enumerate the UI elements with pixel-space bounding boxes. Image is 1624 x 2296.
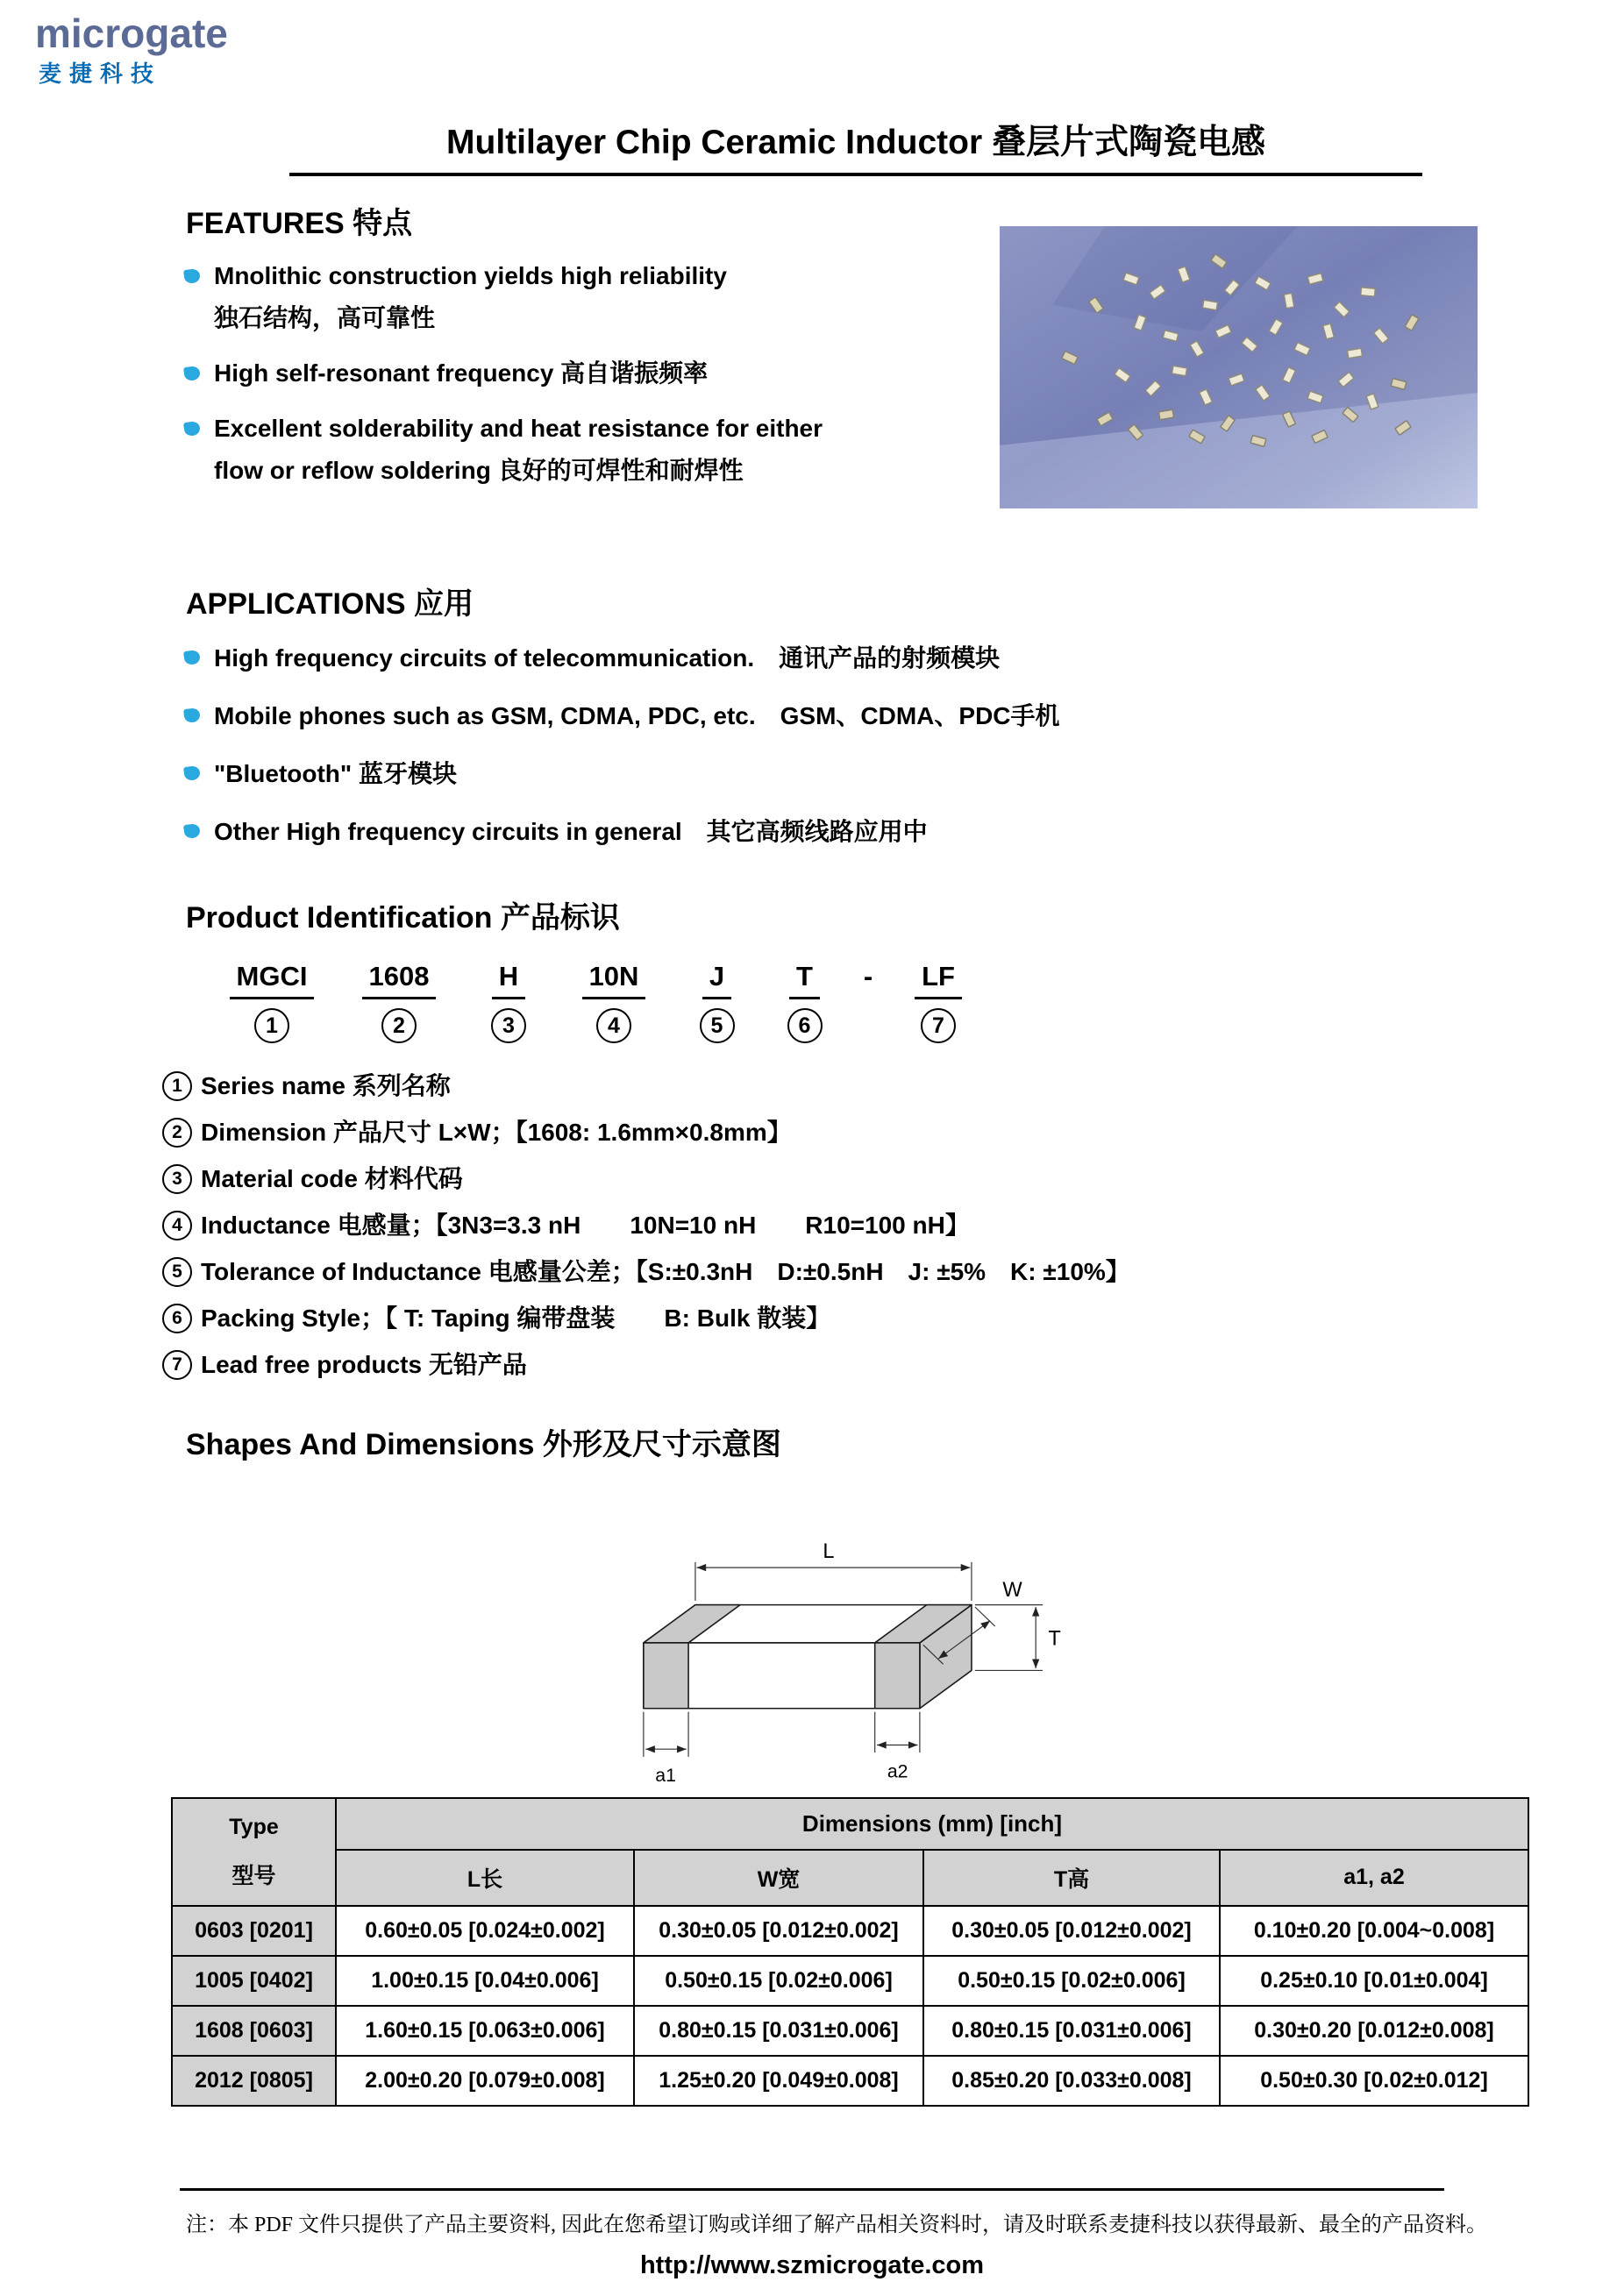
page-title: Multilayer Chip Ceramic Inductor 叠层片式陶瓷电感 xyxy=(289,115,1422,176)
code-index-badge: 5 xyxy=(700,1008,735,1043)
cell-a1a2: 0.50±0.30 [0.02±0.012] xyxy=(1220,2056,1528,2106)
legend-item xyxy=(162,1114,1624,1151)
product-identification-heading: Product Identification 产品标识 xyxy=(186,901,620,935)
table-row xyxy=(172,2056,1528,2106)
legend-item xyxy=(162,1207,1624,1244)
code-segment: T xyxy=(789,961,820,999)
legend-item xyxy=(162,1161,1624,1198)
bullet-icon xyxy=(183,707,201,723)
dimension-diagram xyxy=(526,1474,1079,1791)
application-item-text: Other High frequency circuits in general 其它高频线路应用中 xyxy=(214,818,928,846)
legend-item-text: Material code 材料代码 xyxy=(201,1165,463,1193)
footer-divider xyxy=(180,2188,1444,2191)
col-header-type-cn: 型号 xyxy=(231,1864,276,1889)
diagram-label-w: W xyxy=(1002,1579,1022,1603)
bullet-icon xyxy=(183,366,201,381)
footer-url-link[interactable]: http://www.szmicrogate.com xyxy=(639,2251,985,2279)
cell-l: 0.60±0.05 [0.024±0.002] xyxy=(336,1906,634,1956)
cell-l: 2.00±0.20 [0.079±0.008] xyxy=(336,2056,634,2106)
cell-t: 0.30±0.05 [0.012±0.002] xyxy=(923,1906,1220,1956)
logo-brand-text: microgate xyxy=(35,11,228,56)
cell-type: 1005 [0402] xyxy=(172,1956,336,2006)
legend-item-text: Lead free products 无铅产品 xyxy=(201,1351,527,1379)
cell-w: 0.80±0.15 [0.031±0.006] xyxy=(634,2006,923,2056)
legend-index-badge: 3 xyxy=(162,1164,192,1194)
feature-item-line2: 独石结构，高可靠性 xyxy=(214,304,436,332)
product-code-legend xyxy=(0,1068,1624,1383)
code-segment: 1608 xyxy=(362,961,437,999)
code-index-badge: 2 xyxy=(381,1008,417,1043)
cell-a1a2: 0.30±0.20 [0.012±0.008] xyxy=(1220,2006,1528,2056)
legend-item-text: Dimension 产品尺寸 L×W；【1608: 1.6mm×0.8mm】 xyxy=(201,1119,792,1147)
legend-item xyxy=(162,1068,1624,1105)
cell-w: 1.25±0.20 [0.049±0.008] xyxy=(634,2056,923,2106)
cell-t: 0.85±0.20 [0.033±0.008] xyxy=(923,2056,1220,2106)
code-index-badge: 7 xyxy=(921,1008,956,1043)
cell-w: 0.30±0.05 [0.012±0.002] xyxy=(634,1906,923,1956)
legend-item xyxy=(162,1254,1624,1290)
cell-w: 0.50±0.15 [0.02±0.006] xyxy=(634,1956,923,2006)
logo-brand-cn-text: 麦捷科技 xyxy=(39,60,162,88)
cell-t: 0.50±0.15 [0.02±0.006] xyxy=(923,1956,1220,2006)
table-row xyxy=(172,2006,1528,2056)
code-col-dash xyxy=(846,961,890,997)
table-row xyxy=(172,1906,1528,1956)
legend-index-badge: 1 xyxy=(162,1071,192,1101)
diagram-label-a2: a2 xyxy=(887,1760,908,1782)
bullet-icon xyxy=(183,650,201,665)
product-photo xyxy=(1000,226,1478,508)
application-item xyxy=(0,752,1624,796)
features-heading: FEATURES 特点 xyxy=(186,207,413,241)
legend-item-text: Series name 系列名称 xyxy=(201,1072,451,1100)
code-col-tolerance xyxy=(671,961,763,1043)
col-header-type xyxy=(172,1798,336,1906)
legend-item-text: Inductance 电感量；【3N3=3.3 nH 10N=10 nH R10=100 nH】 xyxy=(201,1212,970,1240)
code-segment: 10N xyxy=(582,961,646,999)
legend-index-badge: 2 xyxy=(162,1118,192,1148)
legend-item-text: Tolerance of Inductance 电感量公差；【S:±0.3nH D:±0.5nH J: ±5% K: ±10%】 xyxy=(201,1258,1130,1286)
table-row xyxy=(172,1956,1528,2006)
feature-item-line1: Excellent solderability and heat resistance for either xyxy=(214,415,823,443)
col-header-l: L长 xyxy=(336,1850,634,1906)
col-header-dimensions-group: Dimensions (mm) [inch] xyxy=(336,1798,1528,1850)
code-segment: H xyxy=(492,961,525,999)
cell-l: 1.00±0.15 [0.04±0.006] xyxy=(336,1956,634,2006)
bullet-icon xyxy=(183,823,201,839)
cell-type: 1608 [0603] xyxy=(172,2006,336,2056)
col-header-type-en: Type xyxy=(229,1815,279,1840)
diagram-label-a1: a1 xyxy=(655,1765,676,1787)
cell-l: 1.60±0.15 [0.063±0.006] xyxy=(336,2006,634,2056)
feature-item-line2: flow or reflow soldering 良好的可焊性和耐焊性 xyxy=(214,457,744,485)
bullet-icon xyxy=(183,268,201,284)
diagram-label-t: T xyxy=(1048,1627,1061,1651)
feature-item-line1: Mnolithic construction yields high reliability xyxy=(214,262,727,290)
code-index-badge: 6 xyxy=(787,1008,823,1043)
col-header-t: T高 xyxy=(923,1850,1220,1906)
cell-a1a2: 0.25±0.10 [0.01±0.004] xyxy=(1220,1956,1528,2006)
application-item xyxy=(0,694,1624,738)
code-col-series xyxy=(206,961,338,1043)
code-segment: J xyxy=(702,961,731,999)
bullet-icon xyxy=(183,765,201,781)
code-segment: MGCI xyxy=(230,961,315,999)
code-col-leadfree xyxy=(890,961,987,1043)
code-segment: LF xyxy=(915,961,962,999)
feature-item-line1: High self-resonant frequency 高自谐振频率 xyxy=(214,359,709,387)
legend-item xyxy=(162,1347,1624,1383)
cell-type: 0603 [0201] xyxy=(172,1906,336,1956)
product-identification-section xyxy=(0,893,1624,1383)
application-item-text: "Bluetooth" 蓝牙模块 xyxy=(214,760,457,788)
code-dash: - xyxy=(863,961,873,992)
product-code-row xyxy=(0,961,1624,1043)
code-col-inductance xyxy=(557,961,671,1043)
application-item xyxy=(0,636,1624,680)
cell-a1a2: 0.10±0.20 [0.004~0.008] xyxy=(1220,1906,1528,1956)
legend-index-badge: 7 xyxy=(162,1350,192,1380)
footer-note: 注：本 PDF 文件只提供了产品主要资料, 因此在您希望订购或详细了解产品相关资料时，请及时联系麦捷科技以获得最新、最全的产品资料。 xyxy=(186,2214,1488,2236)
cell-type: 2012 [0805] xyxy=(172,2056,336,2106)
legend-item xyxy=(162,1300,1624,1337)
application-item-text: High frequency circuits of telecommunication. 通讯产品的射频模块 xyxy=(214,644,1001,672)
shapes-section xyxy=(0,1420,1624,1791)
col-header-w: W宽 xyxy=(634,1850,923,1906)
product-photo-image xyxy=(1000,226,1478,508)
diagram-label-l: L xyxy=(823,1540,835,1564)
logo xyxy=(0,0,1624,89)
code-col-packing xyxy=(763,961,846,1043)
applications-section xyxy=(0,579,1624,854)
shapes-heading: Shapes And Dimensions 外形及尺寸示意图 xyxy=(186,1428,781,1462)
code-index-badge: 3 xyxy=(491,1008,526,1043)
code-col-dimension xyxy=(338,961,460,1043)
applications-heading: APPLICATIONS 应用 xyxy=(186,587,474,622)
dimensions-table xyxy=(171,1797,1529,2107)
code-index-badge: 4 xyxy=(596,1008,631,1043)
col-header-a1a2: a1, a2 xyxy=(1220,1850,1528,1906)
legend-index-badge: 5 xyxy=(162,1257,192,1287)
bullet-icon xyxy=(183,421,201,437)
legend-item-text: Packing Style；【 T: Taping 编带盘装 B: Bulk 散装】 xyxy=(201,1304,831,1333)
legend-index-badge: 4 xyxy=(162,1211,192,1240)
page-footer xyxy=(0,2188,1624,2280)
code-index-badge: 1 xyxy=(254,1008,289,1043)
code-col-material xyxy=(460,961,557,1043)
application-item-text: Mobile phones such as GSM, CDMA, PDC, etc. GSM、CDMA、PDC手机 xyxy=(214,702,1060,730)
cell-t: 0.80±0.15 [0.031±0.006] xyxy=(923,2006,1220,2056)
legend-index-badge: 6 xyxy=(162,1304,192,1333)
application-item xyxy=(0,810,1624,854)
